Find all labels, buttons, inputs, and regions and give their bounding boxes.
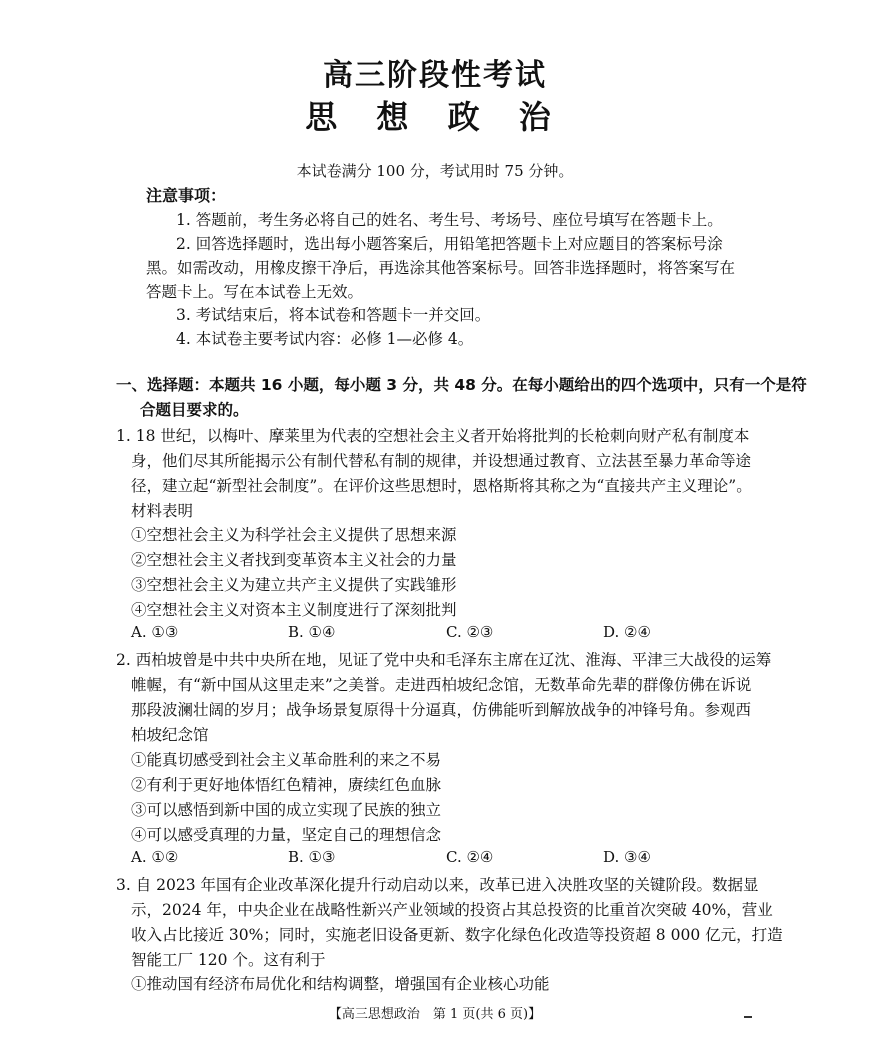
q1-item-3: ③空想社会主义为建立共产主义提供了实践雏形 bbox=[131, 576, 457, 594]
q2-option-a: A. ①② bbox=[131, 848, 179, 866]
q2-line-4: 柏坡纪念馆 bbox=[131, 726, 209, 744]
q1-option-d: D. ②④ bbox=[603, 623, 651, 641]
section-heading-line-1: 一、选择题：本题共 16 小题，每小题 3 分，共 48 分。在每小题给出的四个选项中，只有一个是符 bbox=[116, 376, 807, 394]
notice-line-6: 4. 本试卷主要考试内容：必修 1—必修 4。 bbox=[176, 330, 474, 348]
q1-item-4: ④空想社会主义对资本主义制度进行了深刻批判 bbox=[131, 601, 457, 619]
q3-line-2: 示，2024 年，中央企业在战略性新兴产业领域的投资占其总投资的比重首次突破 40%，营业 bbox=[131, 901, 773, 919]
page-footer: 【高三思想政治 第 1 页(共 6 页)】 bbox=[328, 1007, 542, 1022]
notice-line-2: 2. 回答选择题时，选出每小题答案后，用铅笔把答题卡上对应题目的答案标号涂 bbox=[176, 235, 723, 253]
q3-item-1: ①推动国有经济布局优化和结构调整，增强国有企业核心功能 bbox=[131, 975, 550, 993]
q3-line-4: 智能工厂 120 个。这有利于 bbox=[131, 951, 326, 969]
q2-option-c: C. ②④ bbox=[446, 848, 494, 866]
q1-item-2: ②空想社会主义者找到变革资本主义社会的力量 bbox=[131, 551, 457, 569]
notice-line-5: 3. 考试结束后，将本试卷和答题卡一并交回。 bbox=[176, 306, 491, 324]
q2-option-b: B. ①③ bbox=[288, 848, 336, 866]
q1-option-b: B. ①④ bbox=[288, 623, 336, 641]
notice-line-4: 答题卡上。写在本试卷上无效。 bbox=[146, 283, 364, 301]
q3-line-1: 3. 自 2023 年国有企业改革深化提升行动启动以来，改革已进入决胜攻坚的关键阶段。数据显 bbox=[116, 876, 759, 894]
subject-title: 思 想 政 治 bbox=[305, 98, 565, 136]
q2-line-2: 帷幄，有“新中国从这里走来”之美誉。走进西柏坡纪念馆，无数革命先辈的群像仿佛在诉说 bbox=[131, 676, 752, 694]
q1-line-4: 材料表明 bbox=[131, 502, 194, 520]
q2-item-3: ③可以感悟到新中国的成立实现了民族的独立 bbox=[131, 801, 442, 819]
q2-item-2: ②有利于更好地体悟红色精神，赓续红色血脉 bbox=[131, 776, 442, 794]
q1-line-2: 身，他们尽其所能揭示公有制代替私有制的规律，并设想通过教育、立法甚至暴力革命等途 bbox=[131, 452, 752, 470]
notice-line-3: 黑。如需改动，用橡皮擦干净后，再选涂其他答案标号。回答非选择题时，将答案写在 bbox=[146, 259, 736, 277]
notice-line-1: 1. 答题前，考生务必将自己的姓名、考生号、考场号、座位号填写在答题卡上。 bbox=[176, 211, 723, 229]
q1-option-c: C. ②③ bbox=[446, 623, 494, 641]
q2-line-1: 2. 西柏坡曾是中共中央所在地，见证了党中央和毛泽东主席在辽沈、淮海、平津三大战役的运筹 bbox=[116, 651, 772, 669]
q1-item-1: ①空想社会主义为科学社会主义提供了思想来源 bbox=[131, 526, 457, 544]
section-heading-line-2: 合题目要求的。 bbox=[140, 401, 249, 419]
score-line: 本试卷满分 100 分，考试用时 75 分钟。 bbox=[296, 162, 574, 180]
q1-line-1: 1. 18 世纪，以梅叶、摩莱里为代表的空想社会主义者开始将批判的长枪刺向财产私有制度本 bbox=[116, 427, 750, 445]
corner-mark bbox=[744, 1016, 752, 1018]
exam-title: 高三阶段性考试 bbox=[323, 58, 547, 93]
q2-item-4: ④可以感受真理的力量，坚定自己的理想信念 bbox=[131, 826, 442, 844]
q2-option-d: D. ③④ bbox=[603, 848, 651, 866]
q1-line-3: 径，建立起“新型社会制度”。在评价这些思想时，恩格斯将其称之为“直接共产主义理论”。 bbox=[131, 477, 752, 495]
q1-option-a: A. ①③ bbox=[131, 623, 179, 641]
q2-line-3: 那段波澜壮阔的岁月；战争场景复原得十分逼真，仿佛能听到解放战争的冲锋号角。参观西 bbox=[131, 701, 752, 719]
q2-item-1: ①能真切感受到社会主义革命胜利的来之不易 bbox=[131, 751, 442, 769]
notice-heading: 注意事项： bbox=[146, 186, 227, 205]
q3-line-3: 收入占比接近 30%；同时，实施老旧设备更新、数字化绿色化改造等投资超 8 000 亿元，打造 bbox=[131, 926, 783, 944]
